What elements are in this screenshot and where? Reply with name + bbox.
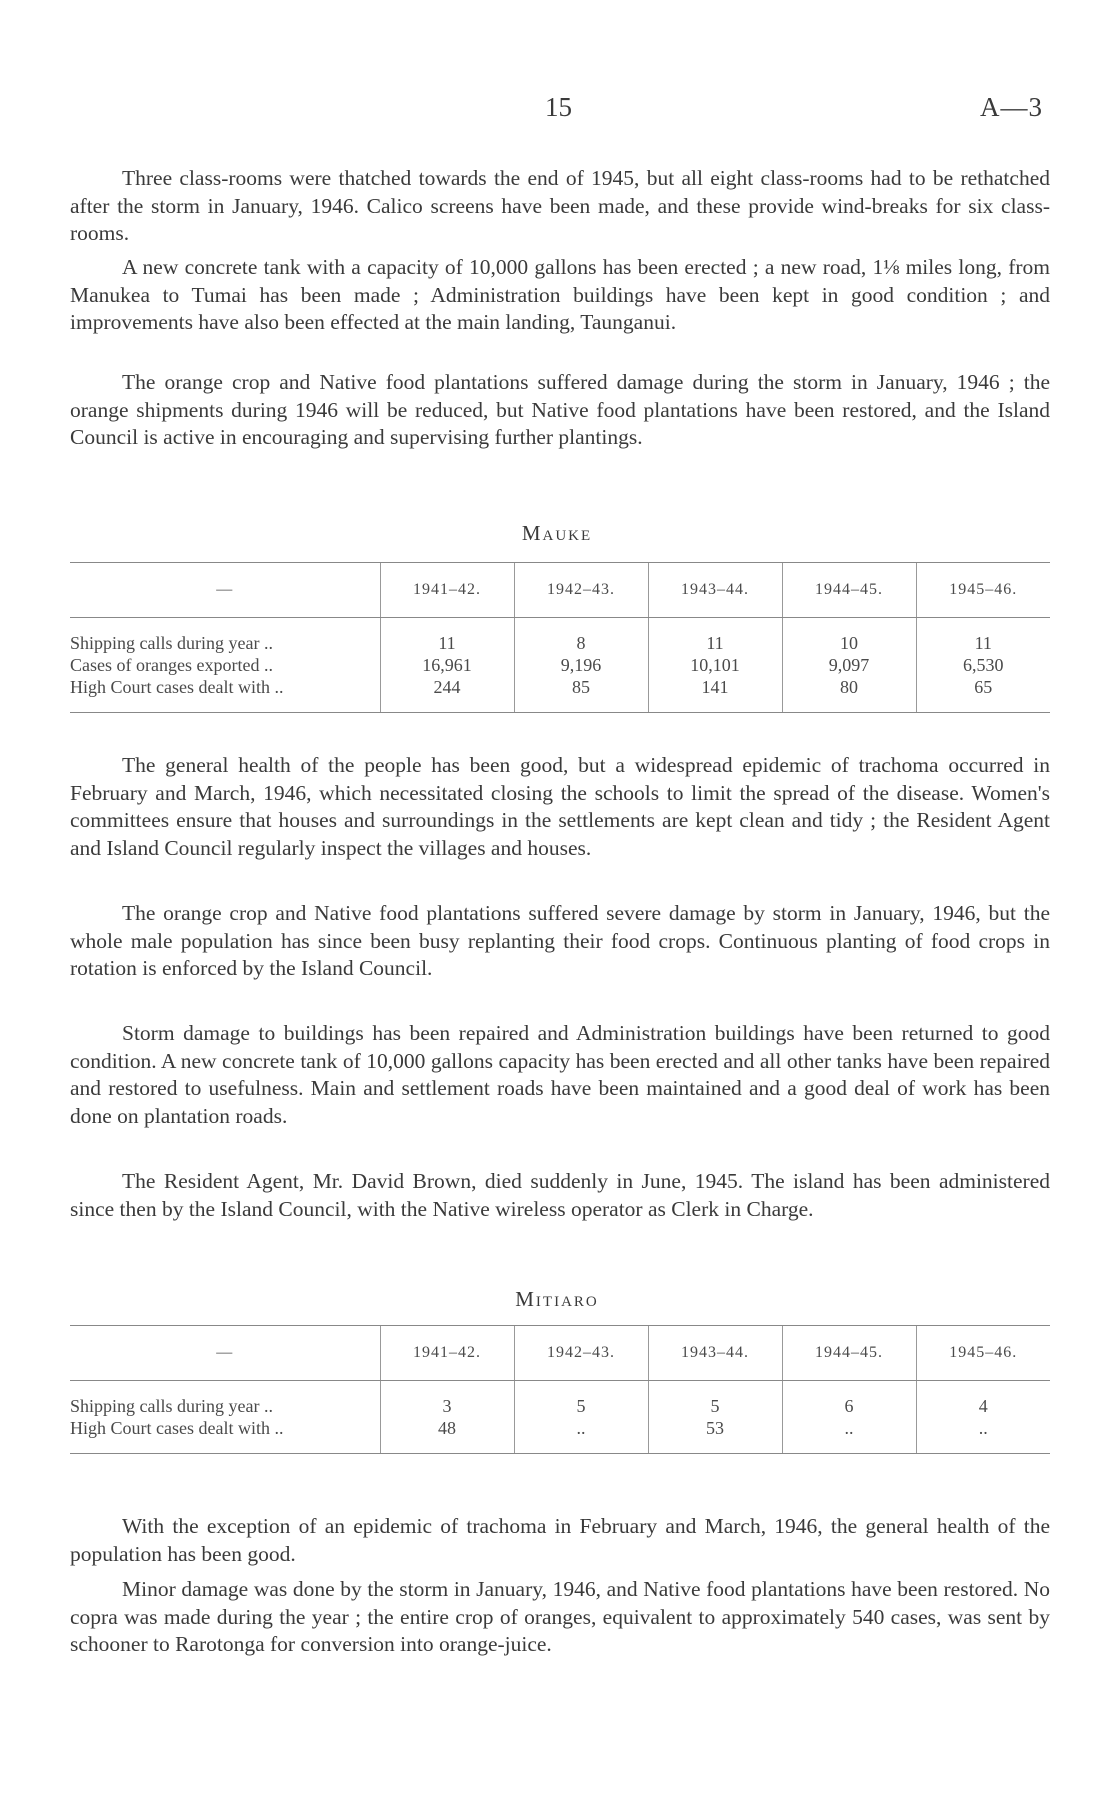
column-cells-1942-43 <box>514 1381 648 1454</box>
table-corner: — <box>70 563 380 618</box>
table-cell: .. <box>844 1418 854 1438</box>
table-cell: 10 <box>840 633 858 653</box>
table-body-row <box>70 1381 1050 1454</box>
document-reference: A—3 <box>980 92 1043 122</box>
mauke-paragraph-3: Storm damage to buildings has been repaired and Administration buildings have been returned to good condition. A new concrete tank of 10,000 gallons capacity has been erected and all other tanks have been repaired and restored to usefulness. Main and settlement roads have been maintained and a good deal of work has been done on plantation roads. <box>70 1021 1050 1128</box>
mauke-paragraph-2: The orange crop and Native food plantations suffered severe damage by storm in January, 1946, but the whole male population has since been busy replanting their food crops. Continuous planting of food crops in rotation is enforced by the Island Council. <box>70 901 1050 980</box>
column-header: 1943–44. <box>648 563 782 618</box>
row-label: Shipping calls during year .. <box>70 1396 273 1416</box>
table-cell: 3 <box>442 1396 452 1416</box>
table-cell: 53 <box>706 1418 724 1438</box>
table-header-row <box>70 563 1050 618</box>
table-cell: .. <box>978 1418 988 1438</box>
column-cells-1943-44 <box>648 618 782 713</box>
column-cells-1944-45 <box>782 1381 916 1454</box>
mauke-paragraph-4: The Resident Agent, Mr. David Brown, died suddenly in June, 1945. The island has been administered since then by the Island Council, with the Native wireless operator as Clerk in Charge. <box>70 1169 1050 1221</box>
mauke-paragraph-1: The general health of the people has been good, but a widespread epidemic of trachoma occurred in February and March, 1946, which necessitated closing the schools to limit the spread of the disease. Women's committees ensure that houses and surroundings in the settlements are kept clean and tidy ; the Resident Agent and Island Council regularly inspect the villages and houses. <box>70 753 1050 860</box>
table-cell: 4 <box>978 1396 988 1416</box>
page-number: 15 <box>545 92 572 122</box>
column-header: 1944–45. <box>782 563 916 618</box>
table-cell: 11 <box>438 633 456 653</box>
row-label: Cases of oranges exported .. <box>70 655 273 675</box>
table-cell: 5 <box>576 1396 586 1416</box>
column-header: 1945–46. <box>916 563 1050 618</box>
column-cells-1942-43 <box>514 618 648 713</box>
page-header <box>0 92 1114 132</box>
column-cells-1943-44 <box>648 1381 782 1454</box>
mitiaro-table <box>70 1325 1050 1454</box>
table-cell: .. <box>576 1418 586 1438</box>
mitiaro-paragraph-1: With the exception of an epidemic of trachoma in February and March, 1946, the general health of the population has been good. <box>70 1514 1050 1566</box>
table-cell: 80 <box>840 677 858 697</box>
row-label: High Court cases dealt with .. <box>70 677 284 697</box>
section-title-mauke: Mauke <box>521 521 593 545</box>
table-cell: 11 <box>706 633 724 653</box>
intro-paragraph-2: A new concrete tank with a capacity of 10,000 gallons has been erected ; a new road, 1⅛ miles long, from Manukea to Tumai has been made ; Administration buildings have been kept in good condition ; and improvements have also been effected at the main landing, Taunganui. <box>70 255 1050 334</box>
table-cell: 6 <box>844 1396 854 1416</box>
table-cell: 85 <box>572 677 590 697</box>
table-cell: 141 <box>701 677 729 697</box>
column-cells-1941-42 <box>380 1381 514 1454</box>
column-header: 1945–46. <box>916 1326 1050 1381</box>
column-header: 1942–43. <box>514 563 648 618</box>
table-cell: 48 <box>438 1418 456 1438</box>
table-cell: 6,530 <box>963 655 1004 675</box>
column-header: 1941–42. <box>380 563 514 618</box>
table-cell: 11 <box>974 633 992 653</box>
mitiaro-paragraph-2: Minor damage was done by the storm in January, 1946, and Native food plantations have been restored. No copra was made during the year ; the entire crop of oranges, equivalent to approximately 540 cases, was sent by schooner to Rarotonga for conversion into orange-juice. <box>70 1577 1050 1656</box>
section-title-mitiaro: Mitiaro <box>515 1287 599 1311</box>
column-cells-1945-46 <box>916 1381 1050 1454</box>
row-labels <box>70 618 380 713</box>
table-cell: 8 <box>576 633 586 653</box>
column-cells-1944-45 <box>782 618 916 713</box>
column-header: 1943–44. <box>648 1326 782 1381</box>
table-cell: 65 <box>974 677 993 697</box>
column-cells-1945-46 <box>916 618 1050 713</box>
column-header: 1941–42. <box>380 1326 514 1381</box>
table-cell: 244 <box>433 677 461 697</box>
row-label: High Court cases dealt with .. <box>70 1418 284 1438</box>
column-header: 1944–45. <box>782 1326 916 1381</box>
table-cell: 10,101 <box>690 655 740 675</box>
table-cell: 9,097 <box>828 655 870 675</box>
intro-paragraph-3: The orange crop and Native food plantations suffered damage during the storm in January, 1946 ; the orange shipments during 1946 will be reduced, but Native food plantations have been restored, and the Island Council is active in encouraging and supervising further plantings. <box>70 370 1050 449</box>
mauke-table <box>70 562 1050 713</box>
table-body-row <box>70 618 1050 713</box>
row-labels <box>70 1381 380 1454</box>
row-label: Shipping calls during year .. <box>70 633 273 653</box>
column-cells-1941-42 <box>380 618 514 713</box>
table-cell: 9,196 <box>560 655 602 675</box>
table-corner: — <box>70 1326 380 1381</box>
intro-paragraph-1: Three class-rooms were thatched towards the end of 1945, but all eight class-rooms had to be rethatched after the storm in January, 1946. Calico screens have been made, and these provide wind-breaks for six class-rooms. <box>70 166 1050 245</box>
table-cell: 16,961 <box>422 655 472 675</box>
table-header-row <box>70 1326 1050 1381</box>
column-header: 1942–43. <box>514 1326 648 1381</box>
table-cell: 5 <box>710 1396 720 1416</box>
